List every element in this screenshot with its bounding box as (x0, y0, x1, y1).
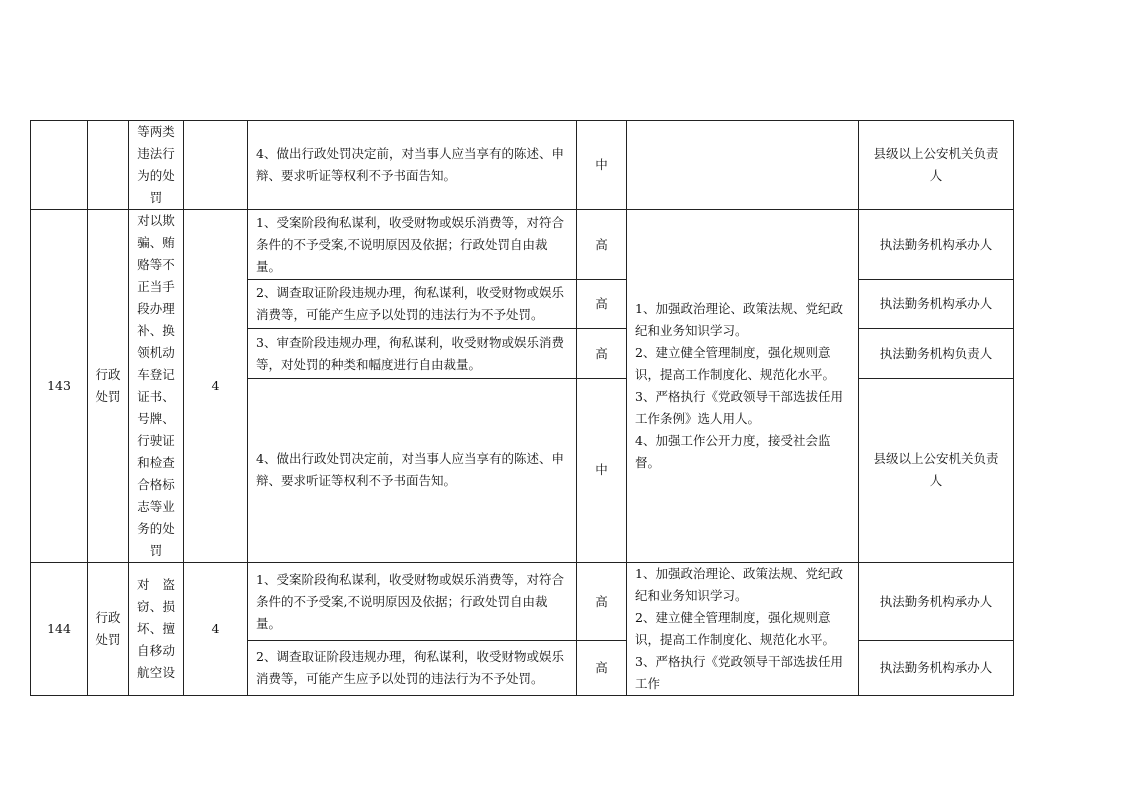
category-cell: 行政处罚 (88, 210, 129, 563)
risk-level-cell: 高 (577, 210, 627, 280)
power-name-line: 车登记 (137, 367, 175, 382)
power-name-line: 证书、 (137, 389, 175, 404)
responsible-party-cell: 执法勤务机构承办人 (859, 563, 1014, 641)
prevention-measures-cell (627, 210, 859, 563)
power-name-line: 为的处 (137, 168, 175, 183)
item-number-cell (31, 121, 88, 210)
power-name-line: 窃、损 (137, 599, 175, 614)
risk-description-cell: 4、做出行政处罚决定前，对当事人应当享有的陈述、申辩、要求听证等权利不予书面告知。 (248, 378, 577, 562)
power-name-cell (129, 563, 184, 696)
power-name-line: 对以欺 (137, 213, 175, 228)
responsible-party-cell: 县级以上公安机关负责人 (859, 121, 1014, 210)
table-row (31, 210, 1014, 280)
risk-table (30, 120, 1014, 696)
power-name-line: 航空设 (137, 665, 175, 680)
risk-description-cell: 3、审查阶段违规办理，徇私谋利，收受财物或娱乐消费等，对处罚的种类和幅度进行自由裁量。 (248, 329, 577, 378)
power-name-line: 务的处 (137, 521, 175, 536)
measure-item: 1、加强政治理论、政策法规、党纪政纪和业务知识学习。 (635, 301, 843, 338)
table-row (31, 563, 1014, 641)
risk-description-cell: 2、调查取证阶段违规办理，徇私谋利，收受财物或娱乐消费等，可能产生应予以处罚的违法行为不予处罚。 (248, 280, 577, 329)
power-name-line: 和检查 (137, 455, 175, 470)
measure-item: 2、建立健全管理制度，强化规则意识，提高工作制度化、规范化水平。 (635, 610, 836, 647)
risk-level-cell: 中 (577, 378, 627, 562)
risk-description-cell: 2、调查取证阶段违规办理，徇私谋利，收受财物或娱乐消费等，可能产生应予以处罚的违法行为不予处罚。 (248, 641, 577, 696)
power-name-line: 违法行 (137, 146, 175, 161)
risk-level-cell: 高 (577, 641, 627, 696)
responsible-party-cell: 执法勤务机构负责人 (859, 329, 1014, 378)
power-name-line: 合格标 (137, 477, 175, 492)
risk-count-cell: 4 (184, 563, 248, 696)
measure-item: 3、严格执行《党政领导干部选拔任用工作条例》选人用人。 (635, 389, 843, 426)
risk-description-cell: 1、受案阶段徇私谋利，收受财物或娱乐消费等，对符合条件的不予受案,不说明原因及依据；行政处罚自由裁量。 (248, 563, 577, 641)
power-name-cell (129, 210, 184, 563)
risk-level-cell: 高 (577, 280, 627, 329)
measure-item: 3、严格执行《党政领导干部选拔任用工作 (635, 654, 843, 691)
risk-count-cell (184, 121, 248, 210)
item-number-cell: 144 (31, 563, 88, 696)
power-name-line: 骗、贿 (137, 235, 175, 250)
prevention-measures-cell (627, 563, 859, 696)
risk-count-cell: 4 (184, 210, 248, 563)
power-name-line: 罚 (149, 543, 163, 558)
responsible-party-cell: 执法勤务机构承办人 (859, 641, 1014, 696)
power-name-line: 正当手 (137, 279, 175, 294)
power-name-line: 等两类 (137, 124, 175, 139)
category-cell: 行政处罚 (88, 563, 129, 696)
item-number-cell: 143 (31, 210, 88, 563)
measure-item: 2、建立健全管理制度，强化规则意识，提高工作制度化、规范化水平。 (635, 345, 836, 382)
power-name-line: 志等业 (137, 499, 175, 514)
responsible-party-cell: 县级以上公安机关负责人 (859, 378, 1014, 562)
power-name-line: 行驶证 (137, 433, 175, 448)
power-name-line: 坏、擅 (137, 621, 175, 636)
prevention-measures-cell (627, 121, 859, 210)
power-name-line: 领机动 (137, 345, 175, 360)
risk-table-body (31, 121, 1014, 696)
power-name-line: 罚 (149, 190, 163, 205)
measure-item: 1、加强政治理论、政策法规、党纪政纪和业务知识学习。 (635, 566, 843, 603)
power-name-line: 补、换 (137, 323, 175, 338)
category-cell (88, 121, 129, 210)
power-name-line: 赂等不 (137, 257, 175, 272)
power-name-line: 自移动 (137, 643, 175, 658)
risk-description-cell: 1、受案阶段徇私谋利，收受财物或娱乐消费等，对符合条件的不予受案,不说明原因及依据；行政处罚自由裁量。 (248, 210, 577, 280)
responsible-party-cell: 执法勤务机构承办人 (859, 210, 1014, 280)
risk-level-cell: 中 (577, 121, 627, 210)
power-name-line: 段办理 (137, 301, 175, 316)
power-name-line: 对 盗 (137, 577, 175, 592)
power-name-line: 号牌、 (137, 411, 175, 426)
risk-level-cell: 高 (577, 329, 627, 378)
measure-item: 4、加强工作公开力度，接受社会监督。 (635, 433, 831, 470)
table-row (31, 121, 1014, 210)
responsible-party-cell: 执法勤务机构承办人 (859, 280, 1014, 329)
risk-level-cell: 高 (577, 563, 627, 641)
power-name-cell (129, 121, 184, 210)
risk-description-cell: 4、做出行政处罚决定前，对当事人应当享有的陈述、申辩、要求听证等权利不予书面告知。 (248, 121, 577, 210)
